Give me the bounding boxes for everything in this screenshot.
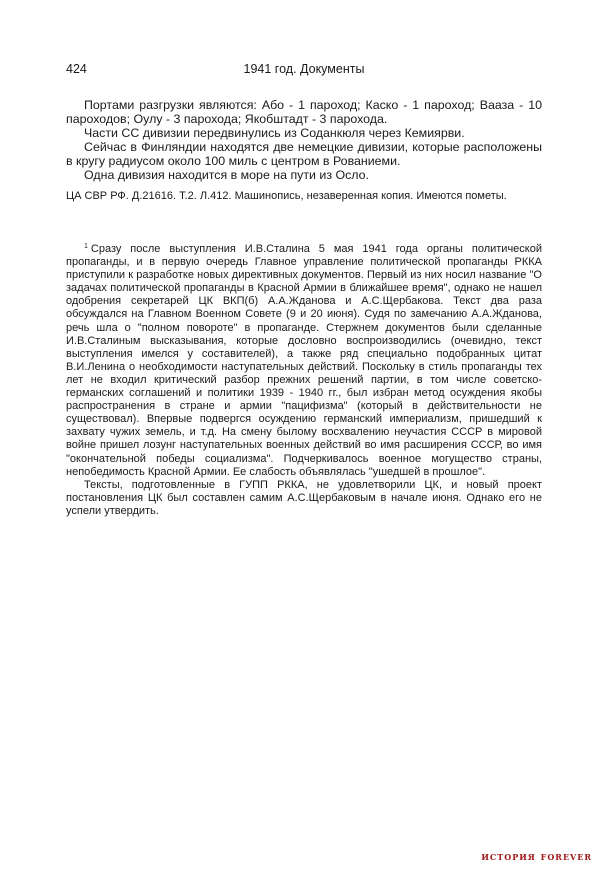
page-number: 424: [66, 62, 87, 76]
watermark-logo: история forever: [481, 850, 592, 863]
body-paragraph: Портами разгрузки являются: Або - 1 пароход; Каско - 1 пароход; Вааза - 10 пароходов; Оулу - 3 парохода; Якобштадт - 3 парохода.: [66, 98, 542, 126]
page-header: [66, 62, 542, 82]
footnote-paragraph: [66, 240, 542, 479]
body-paragraph: Сейчас в Финляндии находятся две немецкие дивизии, которые расположены в кругу радиусом около 100 миль с центром в Рованиеми.: [66, 140, 542, 168]
archive-source-note: ЦА СВР РФ. Д.21616. Т.2. Л.412. Машинопись, незаверенная копия. Имеются пометы.: [66, 190, 507, 202]
document-body: [66, 98, 542, 182]
running-title: 1941 год. Документы: [243, 62, 365, 76]
footnote-marker: 1: [84, 243, 88, 250]
footnote-text: Сразу после выступления И.В.Сталина 5 мая 1941 года органы политической пропаганды, и в первую очередь Главное управление политической пропаганды РККА приступили к разработке новых директивных документов. Первый из них носил название "О задачах политической пропаганды в Красной Армии в ближайшее время", однако не нашел одобрения секретарей ЦК ВКП(б) А.А.Жданова и А.С.Щербакова. Текст два раза обсуждался на Главном Военном Совете (9 и 20 июня). Судя по замечанию А.А.Жданова, речь шла о "полном повороте" в пропаганде. Стержнем документов были сделанные И.В.Сталиным высказывания, которые дословно воспроизводились (очевидно, текст выступления имелся у составителей), а также ряд специально подобранных цитат В.И.Ленина о необходимости наступательных действий. Поскольку в стиль пропаганды тех лет не входил критический разбор прежних решений партии, в том числе советско-германских соглашений и политики 1939 - 1940 гг., был избран метод осуждения якобы распространения в стране и армии "пацифизма" (который в действительности не существовал). Впервые подвергся осуждению германский империализм, пришедший к захвату чужих земель, и т.д. На смену былому восхвалению неучастия СССР в мировой войне пришел лозунг наступательных военных действий во имя расширения СССР, во имя "окончательной победы социализма". Подчеркивалось военное могущество страны, непобедимость Красной Армии. Ее слабость объявлялась "ушедшей в прошлое".: [66, 243, 542, 478]
body-paragraph: Части СС дивизии передвинулись из Соданкюля через Кемиярви.: [84, 126, 465, 140]
body-paragraph: Одна дивизия находится в море на пути из Осло.: [84, 168, 369, 182]
footnote: [66, 240, 542, 518]
footnote-paragraph: Тексты, подготовленные в ГУПП РККА, не удовлетворили ЦК, и новый проект постановления ЦК был составлен самим А.С.Щербаковым в начале июня. Однако его не успели утвердить.: [66, 478, 542, 517]
